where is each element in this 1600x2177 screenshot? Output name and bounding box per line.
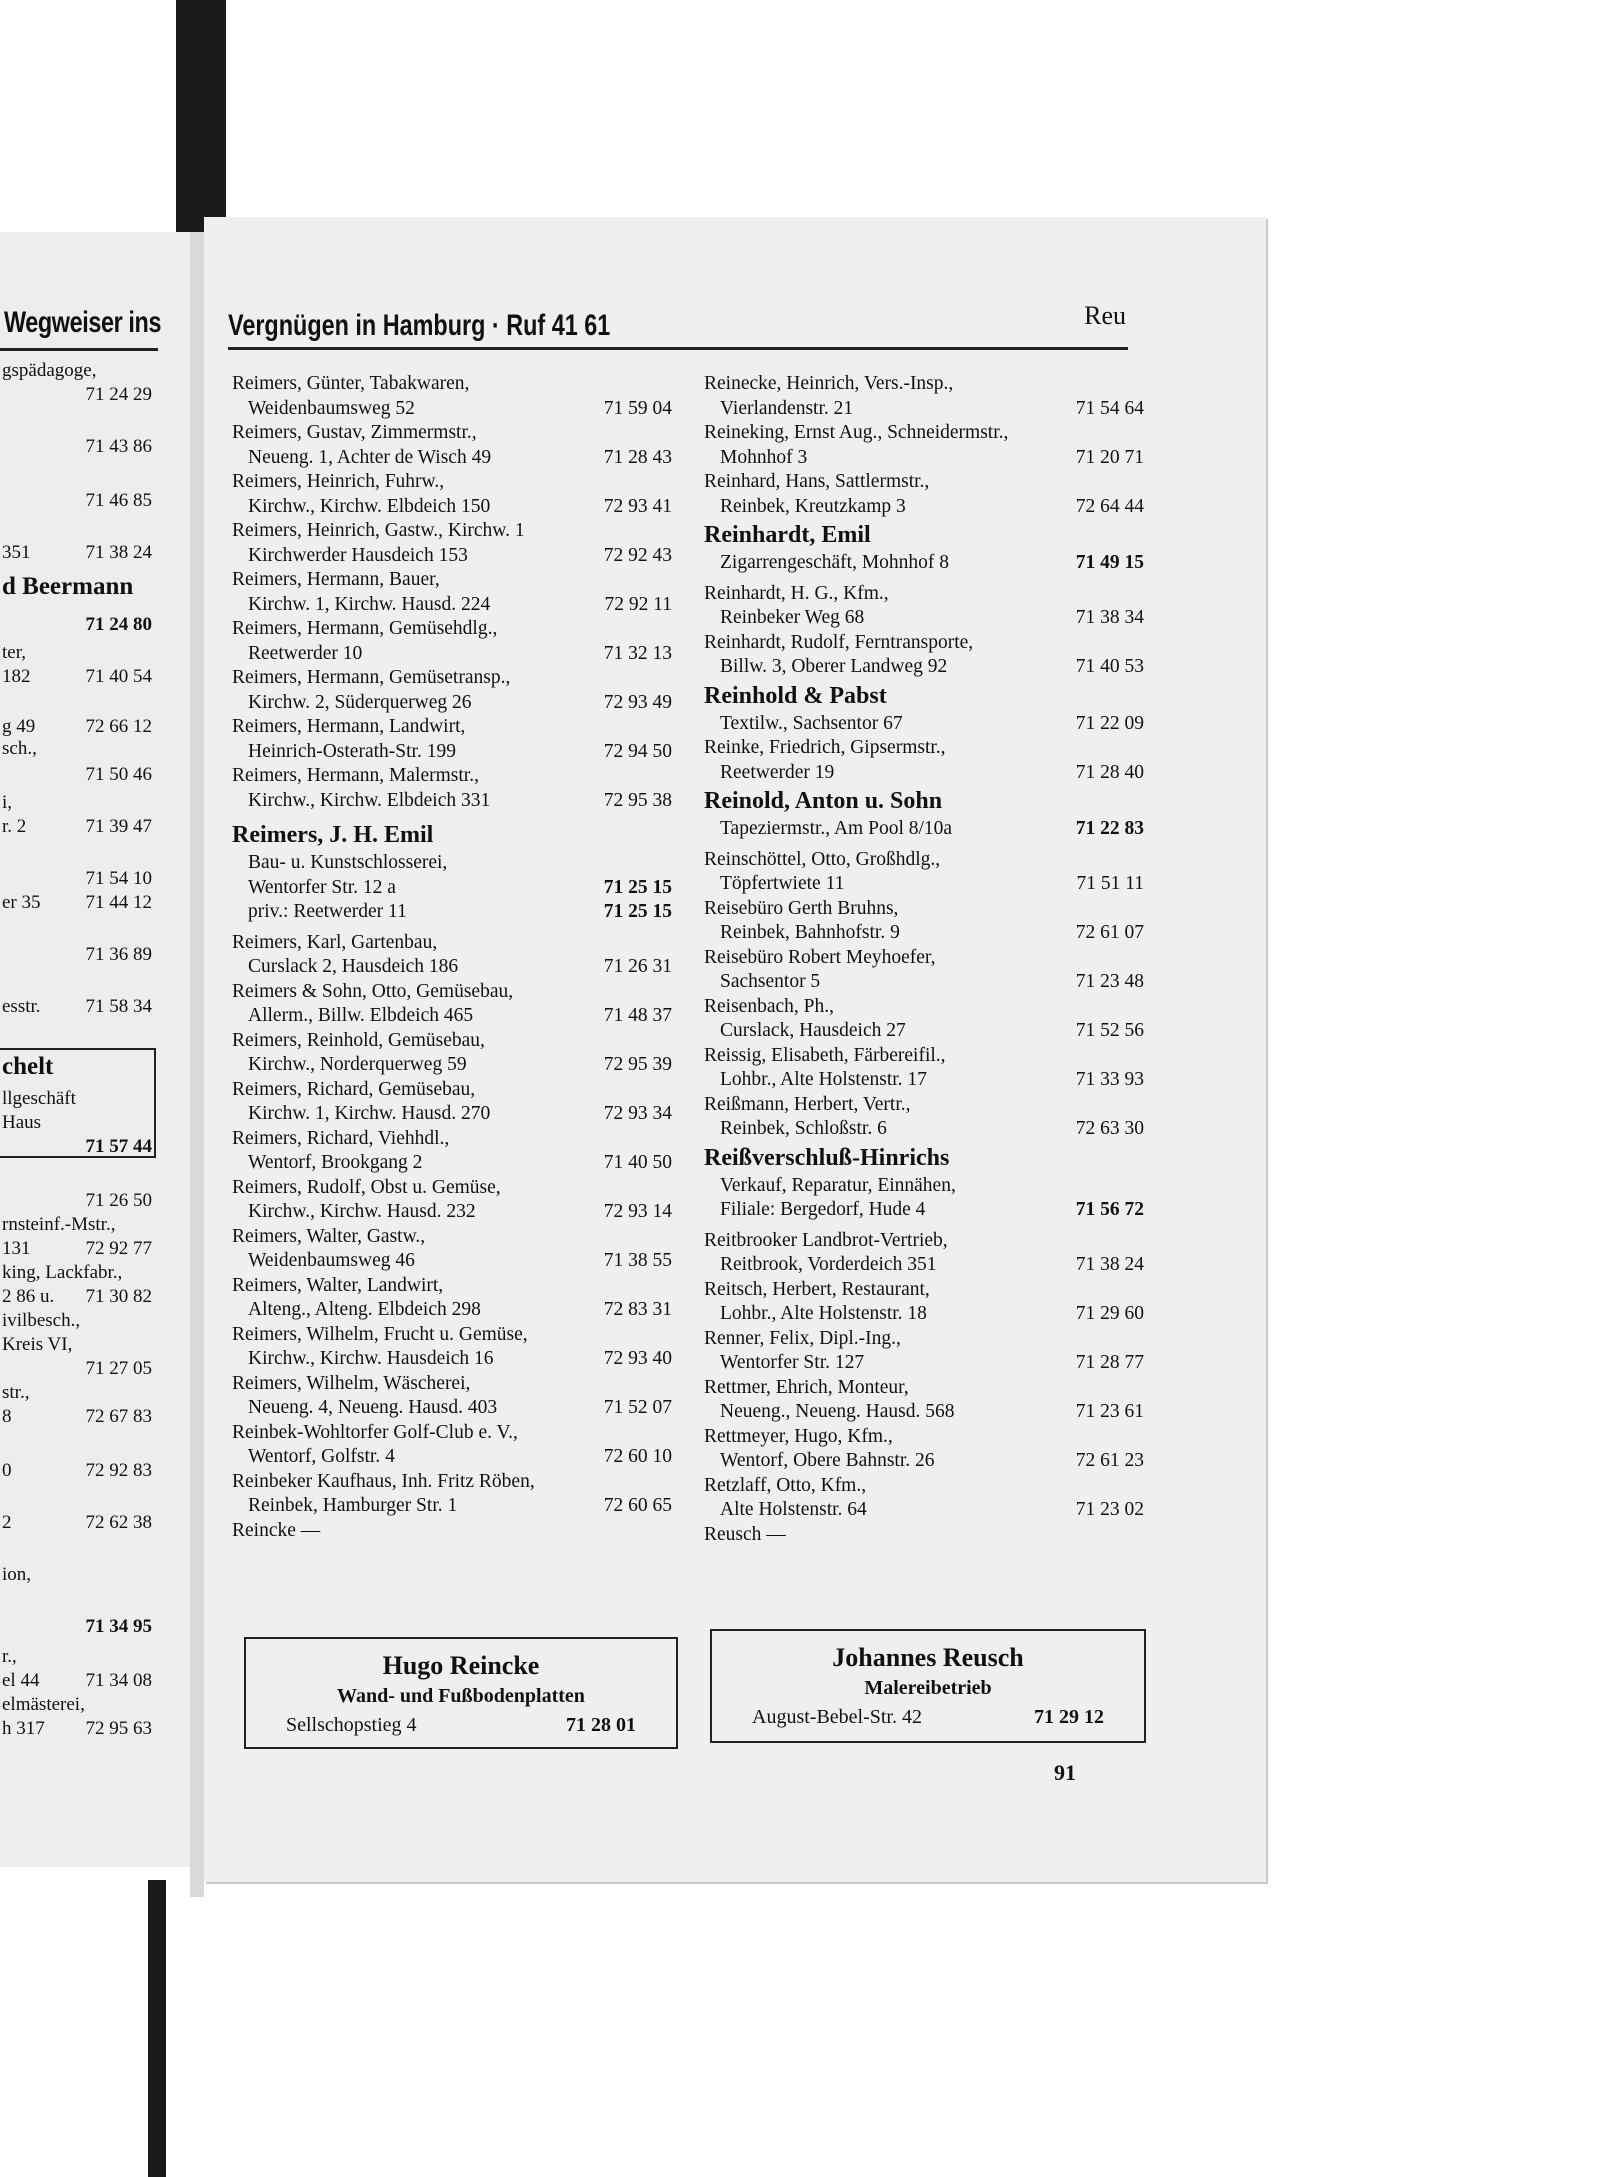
entry-line: Reimers, Walter, Landwirt,	[232, 1274, 444, 1296]
entry-line: Reinbeker Kaufhaus, Inh. Fritz Röben,	[232, 1470, 535, 1492]
entry-address: Alteng., Alteng. Elbdeich 298	[248, 1299, 481, 1320]
list-item	[232, 931, 672, 980]
left-line-number: 72 67 83	[85, 1406, 152, 1427]
entry-address: Weidenbaumsweg 46	[248, 1250, 415, 1271]
entry-line: Reimers, Richard, Viehhdl.,	[232, 1127, 450, 1149]
entry-line: Reinhard, Hans, Sattlermstr.,	[704, 471, 930, 492]
entry-address: Curslack 2, Hausdeich 186	[248, 956, 459, 977]
entry-address: Mohnhof 3	[720, 446, 808, 468]
list-item	[704, 631, 1144, 680]
left-line-number: 71 36 89	[85, 944, 152, 965]
column-left	[232, 372, 672, 1543]
entry-address: Reinbek, Kreutzkamp 3	[720, 495, 906, 517]
entries-group-a1	[232, 372, 672, 813]
list-item	[232, 980, 672, 1029]
entry-address: Neueng., Neueng. Hausd. 568	[720, 1401, 955, 1422]
entry-address: Reitbrook, Vorderdeich 351	[720, 1254, 937, 1275]
list-item	[704, 1093, 1144, 1142]
list-item	[232, 1421, 672, 1470]
left-line-text: d Beermann	[2, 573, 134, 600]
spine-binding-bottom	[148, 1880, 166, 2177]
entry-line: Reitbrooker Landbrot-Vertrieb,	[704, 1229, 948, 1251]
entry-address: Neueng. 1, Achter de Wisch 49	[248, 446, 492, 468]
entry-line: Reimers, Hermann, Bauer,	[232, 569, 440, 590]
ad-hugo-reincke	[244, 1637, 678, 1749]
left-line-number: 71 26 50	[85, 1190, 152, 1211]
entry-line: Reisebüro Robert Meyhoefer,	[704, 946, 936, 968]
entry-line: Reimers, Richard, Gemüsebau,	[232, 1078, 476, 1100]
list-item	[232, 1372, 672, 1421]
entry-reinhold-pabst	[704, 680, 1144, 737]
entry-address: Kirchw. 1, Kirchw. Hausd. 224	[248, 593, 491, 615]
left-line-text: h 317	[2, 1718, 45, 1739]
list-item	[704, 897, 1144, 946]
phone-number: 71 52 07	[603, 1397, 672, 1418]
left-line-number: 71 50 46	[85, 764, 152, 785]
list-item	[704, 470, 1144, 519]
spine-binding-top	[176, 0, 226, 232]
left-line-text: llgeschäft	[2, 1088, 76, 1109]
page-gutter	[190, 232, 204, 1897]
entry-line: Reimers, Gustav, Zimmermstr.,	[232, 422, 477, 443]
ad-phone: 71 29 12	[1034, 1706, 1104, 1728]
left-line-number: 72 92 77	[85, 1238, 152, 1259]
list-item	[232, 1078, 672, 1127]
entry-address: Heinrich-Osterath-Str. 199	[248, 740, 456, 762]
entries-group-a2	[232, 931, 672, 1519]
list-item	[704, 1229, 1144, 1278]
entry-address: Sachsentor 5	[720, 971, 821, 992]
entry-line: Reitsch, Herbert, Restaurant,	[704, 1278, 930, 1300]
list-item	[704, 848, 1144, 897]
left-line-number: 71 57 44	[85, 1136, 152, 1157]
entry-line: Reimers, Wilhelm, Wäscherei,	[232, 1372, 471, 1394]
entry-line: Renner, Felix, Dipl.-Ing.,	[704, 1327, 901, 1349]
left-line-text: ivilbesch.,	[2, 1310, 81, 1331]
entry-address: Wentorf, Golfstr. 4	[248, 1446, 395, 1467]
left-line-text: rnsteinf.-Mstr.,	[2, 1214, 116, 1235]
entry-address: Neueng. 4, Neueng. Hausd. 403	[248, 1397, 498, 1418]
entry-line: Reinecke, Heinrich, Vers.-Insp.,	[704, 373, 954, 394]
list-item	[232, 617, 672, 666]
left-page	[0, 232, 192, 1867]
entry-line: Reimers, Hermann, Malermstr.,	[232, 765, 479, 786]
phone-number: 72 94 50	[603, 740, 672, 762]
entry-line: Reinbek-Wohltorfer Golf-Club e. V.,	[232, 1421, 518, 1443]
list-item	[232, 1176, 672, 1225]
list-item	[232, 715, 672, 764]
left-line-number: 72 92 83	[85, 1460, 152, 1481]
ad-phone: 71 28 01	[566, 1714, 636, 1736]
entry-line: Reimers, Karl, Gartenbau,	[232, 931, 438, 953]
left-line-number: 71 54 10	[85, 868, 152, 889]
entry-address: Reinbek, Bahnhofstr. 9	[720, 922, 900, 943]
column-right	[704, 372, 1144, 1547]
phone-number: 71 22 83	[1075, 818, 1144, 839]
phone-number: 72 93 40	[603, 1348, 672, 1369]
left-line-text: 351	[2, 542, 31, 563]
entry-line	[704, 1198, 1144, 1223]
phone-number: 71 29 60	[1075, 1303, 1144, 1324]
list-item	[232, 470, 672, 519]
entry-reinhardt-emil	[704, 519, 1144, 576]
phone-number: 71 38 34	[1075, 607, 1144, 628]
phone-number: 71 33 93	[1075, 1069, 1144, 1090]
left-line-text: 2 86 u.	[2, 1286, 55, 1307]
phone-number: 71 23 02	[1075, 1499, 1144, 1520]
entry-address: Kirchw., Kirchw. Hausdeich 16	[248, 1348, 494, 1369]
phone-number: 71 54 64	[1075, 397, 1144, 419]
ad-name: Johannes Reusch	[832, 1643, 1024, 1672]
left-line-text: gspädagoge,	[2, 360, 97, 381]
running-head: Reu	[1084, 301, 1126, 330]
entry-name: Reimers, J. H. Emil	[232, 822, 434, 848]
phone-number: 71 38 55	[603, 1250, 672, 1271]
entry-line: Reineking, Ernst Aug., Schneidermstr.,	[704, 422, 1009, 443]
list-item	[704, 946, 1144, 995]
phone-number: 71 23 48	[1075, 971, 1144, 992]
list-item	[232, 1127, 672, 1176]
phone-number: 72 93 14	[603, 1201, 672, 1222]
entry-address: Lohbr., Alte Holstenstr. 18	[720, 1303, 927, 1324]
entry-address: Allerm., Billw. Elbdeich 465	[248, 1005, 474, 1026]
entry-line: Reimers & Sohn, Otto, Gemüsebau,	[232, 980, 514, 1002]
phone-number: 71 51 11	[1076, 873, 1144, 894]
entry-address: Zigarrengeschäft, Mohnhof 8	[720, 552, 950, 573]
ad-address: August-Bebel-Str. 42	[752, 1706, 922, 1728]
entry-line: Reimers, Heinrich, Gastw., Kirchw. 1	[232, 520, 525, 541]
left-line-text: 8	[2, 1406, 12, 1427]
phone-number: 71 28 40	[1075, 761, 1144, 783]
left-line-text: str.,	[2, 1382, 30, 1403]
entries-group-b5	[704, 1229, 1144, 1523]
left-line-number: 71 34 08	[85, 1670, 152, 1691]
entry-address: Kirchwerder Hausdeich 153	[248, 544, 468, 566]
left-line-text: el 44	[2, 1670, 40, 1691]
left-line-text: Haus	[2, 1112, 42, 1133]
entry-line: Reimers, Rudolf, Obst u. Gemüse,	[232, 1176, 501, 1198]
list-item	[232, 1323, 672, 1372]
entry-line: Retzlaff, Otto, Kfm.,	[704, 1474, 867, 1496]
entry-line	[232, 900, 672, 925]
list-item	[232, 1470, 672, 1519]
left-line-text: 0	[2, 1460, 12, 1481]
list-item	[704, 1044, 1144, 1093]
left-line-number: 71 34 95	[85, 1616, 152, 1637]
reincke-reference: Reincke —	[232, 1519, 321, 1541]
cross-reference	[704, 1523, 1144, 1548]
left-header-rule	[0, 348, 158, 351]
phone-number: 72 64 44	[1075, 495, 1144, 517]
entry-line: Verkauf, Reparatur, Einnähen,	[720, 1174, 956, 1196]
entry-address: Töpfertwiete 11	[720, 873, 845, 894]
phone-number: 72 83 31	[603, 1299, 672, 1320]
entry-line: Reimers, Hermann, Landwirt,	[232, 716, 466, 737]
ad-address: Sellschopstieg 4	[286, 1714, 417, 1736]
list-item	[704, 736, 1144, 785]
left-line-text: i,	[2, 792, 13, 813]
phone-number: 71 26 31	[603, 956, 672, 977]
ad-name: Hugo Reincke	[382, 1651, 540, 1680]
list-item	[704, 1376, 1144, 1425]
phone-number: 72 61 07	[1075, 922, 1144, 943]
phone-number: 71 28 43	[603, 446, 672, 468]
page-title: Vergnügen in Hamburg · Ruf 41 61	[228, 309, 611, 342]
left-line-number: 72 95 63	[85, 1718, 152, 1739]
phone-number: 71 23 61	[1075, 1401, 1144, 1422]
phone-number: 71 38 24	[1075, 1254, 1144, 1275]
entry-address: Kirchw. 1, Kirchw. Hausd. 270	[248, 1103, 491, 1124]
ad-subtitle: Malereibetrieb	[864, 1677, 992, 1699]
entry-reimers-emil	[232, 819, 672, 925]
ad-address-line	[712, 1706, 1144, 1730]
phone-number: 72 95 38	[603, 789, 672, 811]
entry-line: Reinhardt, H. G., Kfm.,	[704, 582, 889, 604]
phone-number: 71 20 71	[1075, 446, 1144, 468]
phone-number: 71 40 53	[1075, 656, 1144, 677]
entry-line: Reimers, Walter, Gastw.,	[232, 1225, 426, 1247]
left-line-number: 71 58 34	[85, 996, 152, 1017]
list-item	[232, 1225, 672, 1274]
entry-address: Billw. 3, Oberer Landweg 92	[720, 656, 948, 677]
entry-line: Bau- u. Kunstschlosserei,	[248, 852, 448, 873]
phone-number: 71 25 15	[603, 876, 672, 898]
phone-number: 71 49 15	[1075, 552, 1144, 573]
entry-line	[704, 551, 1144, 576]
entry-line: Reimers, Reinhold, Gemüsebau,	[232, 1029, 485, 1051]
header-rule	[228, 347, 1128, 350]
reusch-reference: Reusch —	[704, 1523, 786, 1545]
entry-line: Reimers, Hermann, Gemüsetransp.,	[232, 667, 511, 688]
phone-number: 71 28 77	[1075, 1352, 1144, 1373]
list-item	[232, 1274, 672, 1323]
entry-address: Reetwerder 10	[248, 642, 363, 664]
list-item	[704, 1474, 1144, 1523]
left-page-header: Wegweiser ins	[4, 306, 162, 339]
entry-address: Reinbek, Schloßstr. 6	[720, 1118, 887, 1139]
entries-group-b4	[704, 848, 1144, 1142]
entry-address: Reinbeker Weg 68	[720, 607, 865, 628]
entry-address: Tapeziermstr., Am Pool 8/10a	[720, 818, 953, 839]
entry-address: priv.: Reetwerder 11	[248, 901, 407, 922]
list-item	[704, 995, 1144, 1044]
entry-address: Kirchw., Kirchw. Elbdeich 150	[248, 495, 491, 517]
entry-line: Reimers, Günter, Tabakwaren,	[232, 373, 470, 394]
left-line-text: 182	[2, 666, 31, 687]
list-item	[232, 666, 672, 715]
phone-number: 72 61 23	[1075, 1450, 1144, 1471]
phone-number: 72 93 49	[603, 691, 672, 713]
entry-line	[232, 876, 672, 901]
page-number: 91	[1054, 1760, 1076, 1785]
entry-line: Reisenbach, Ph.,	[704, 995, 834, 1017]
left-line-number: 71 24 29	[85, 384, 152, 405]
phone-number: 71 32 13	[603, 642, 672, 664]
entry-line: Reimers, Hermann, Gemüsehdlg.,	[232, 618, 498, 639]
left-line-number: 71 39 47	[85, 816, 152, 837]
phone-number: 72 93 34	[603, 1103, 672, 1124]
phone-number: 71 25 15	[603, 901, 672, 922]
entry-address: Kirchw., Kirchw. Elbdeich 331	[248, 789, 491, 811]
entry-line: Reinke, Friedrich, Gipsermstr.,	[704, 737, 946, 758]
entry-line: Reinhardt, Rudolf, Ferntransporte,	[704, 631, 974, 653]
left-line-number: 71 27 05	[85, 1358, 152, 1379]
left-line-text: r. 2	[2, 816, 27, 837]
ad-johannes-reusch	[710, 1629, 1146, 1743]
left-line-text: ter,	[2, 642, 27, 663]
right-page	[204, 217, 1266, 1882]
list-item	[704, 1425, 1144, 1474]
left-line-text: esstr.	[2, 996, 41, 1017]
entry-address: Reetwerder 19	[720, 761, 835, 783]
entry-address: Kirchw., Kirchw. Hausd. 232	[248, 1201, 476, 1222]
list-item	[704, 1278, 1144, 1327]
left-line-text: r.,	[2, 1646, 17, 1667]
entry-address: Reinbek, Hamburger Str. 1	[248, 1495, 458, 1516]
entries-group-b3	[704, 736, 1144, 785]
list-item	[232, 519, 672, 568]
entry-address: Curslack, Hausdeich 27	[720, 1020, 906, 1041]
left-line-text: 131	[2, 1238, 31, 1259]
phone-number: 72 93 41	[603, 495, 672, 517]
entry-name: Reinold, Anton u. Sohn	[704, 788, 943, 814]
left-line-text: chelt	[2, 1053, 54, 1080]
phone-number: 72 92 11	[604, 593, 672, 615]
left-line-number: 71 40 54	[85, 666, 152, 687]
list-item	[232, 1029, 672, 1078]
left-line-text: ion,	[2, 1564, 32, 1585]
entry-address: Wentorf, Brookgang 2	[248, 1152, 423, 1173]
entry-line	[704, 712, 1144, 737]
left-line-text: Kreis VI,	[2, 1334, 73, 1355]
left-line-text: elmästerei,	[2, 1694, 85, 1715]
entry-address: Wentorfer Str. 127	[720, 1352, 865, 1373]
phone-number: 72 92 43	[603, 544, 672, 566]
phone-number: 72 63 30	[1075, 1118, 1144, 1139]
list-item	[232, 764, 672, 813]
entry-name: Reinhold & Pabst	[704, 682, 887, 709]
list-item	[232, 568, 672, 617]
list-item	[704, 1327, 1144, 1376]
list-item	[232, 421, 672, 470]
entry-address: Vierlandenstr. 21	[720, 397, 854, 419]
left-line-text: sch.,	[2, 738, 37, 759]
left-line-text: er 35	[2, 892, 41, 913]
entry-line: Reinschöttel, Otto, Großhdlg.,	[704, 848, 941, 870]
entries-group-b1	[704, 372, 1144, 519]
entry-line: Rettmer, Ehrich, Monteur,	[704, 1376, 909, 1398]
left-line-number: 72 66 12	[85, 716, 152, 737]
phone-number: 71 52 56	[1075, 1020, 1144, 1041]
left-line-text: 2	[2, 1512, 12, 1533]
phone-number: 71 56 72	[1075, 1199, 1144, 1220]
entry-line	[704, 817, 1144, 842]
entry-address: Kirchw. 2, Süderquerweg 26	[248, 691, 472, 713]
phone-number: 72 60 65	[603, 1495, 672, 1516]
left-line-text: king, Lackfabr.,	[2, 1262, 123, 1283]
left-line-number: 71 24 80	[85, 614, 152, 635]
entry-line: Reisebüro Gerth Bruhns,	[704, 897, 899, 919]
entry-line: Reimers, Heinrich, Fuhrw.,	[232, 471, 445, 492]
ad-address-line	[246, 1714, 676, 1738]
left-line-number: 71 46 85	[85, 490, 152, 511]
entry-line: Reissig, Elisabeth, Färbereifil.,	[704, 1044, 946, 1066]
left-line-number: 71 44 12	[85, 892, 152, 913]
entry-address: Wentorfer Str. 12 a	[248, 876, 396, 898]
phone-number: 71 22 09	[1075, 712, 1144, 734]
left-line-text: g 49	[2, 716, 36, 737]
entry-address: Lohbr., Alte Holstenstr. 17	[720, 1069, 927, 1090]
entry-address: Alte Holstenstr. 64	[720, 1499, 867, 1520]
phone-number: 71 48 37	[603, 1005, 672, 1026]
left-line-number: 72 62 38	[85, 1512, 152, 1533]
phone-number: 72 95 39	[603, 1054, 672, 1075]
entry-address: Textilw., Sachsentor 67	[720, 712, 903, 734]
phone-number: 72 60 10	[603, 1446, 672, 1467]
entry-reissverschluss	[704, 1142, 1144, 1223]
list-item	[232, 372, 672, 421]
list-item	[704, 372, 1144, 421]
left-line-number: 71 30 82	[85, 1286, 152, 1307]
entry-address: Filiale: Bergedorf, Hude 4	[720, 1199, 926, 1220]
entry-address: Kirchw., Norderquerweg 59	[248, 1054, 467, 1075]
left-ad-box	[0, 1048, 156, 1158]
left-line-number: 71 43 86	[85, 436, 152, 457]
entry-reinold	[704, 785, 1144, 842]
phone-number: 71 40 50	[603, 1152, 672, 1173]
entry-line: Rettmeyer, Hugo, Kfm.,	[704, 1425, 893, 1447]
ad-subtitle: Wand- und Fußbodenplatten	[337, 1685, 585, 1707]
left-line-number: 71 38 24	[85, 542, 152, 563]
entry-line: Reimers, Wilhelm, Frucht u. Gemüse,	[232, 1323, 528, 1345]
phone-number: 71 59 04	[603, 397, 672, 419]
entry-address: Wentorf, Obere Bahnstr. 26	[720, 1450, 935, 1471]
entry-name: Reißverschluß-Hinrichs	[704, 1144, 950, 1171]
list-item	[704, 421, 1144, 470]
entry-address: Weidenbaumsweg 52	[248, 397, 415, 419]
list-item	[704, 582, 1144, 631]
cross-reference	[232, 1519, 672, 1544]
entries-group-b2	[704, 582, 1144, 680]
entry-line: Reißmann, Herbert, Vertr.,	[704, 1093, 911, 1115]
entry-name: Reinhardt, Emil	[704, 522, 871, 548]
